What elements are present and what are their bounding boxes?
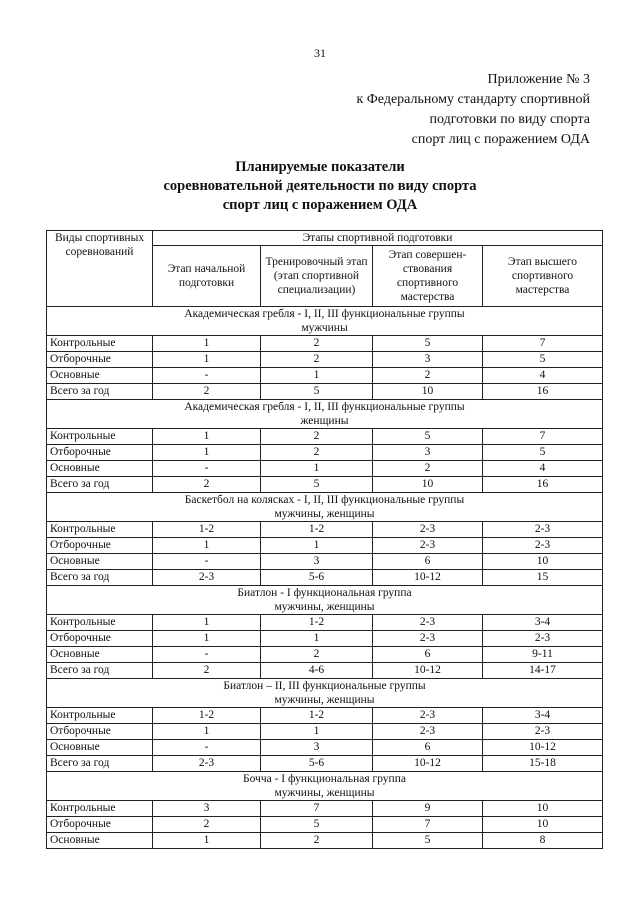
appendix-line-1: Приложение № 3 xyxy=(487,72,590,87)
table-cell: 3-4 xyxy=(483,615,603,631)
section-title-text: Баскетбол на колясках - I, II, III функциональные группы xyxy=(184,494,465,506)
section-subtitle-text: мужчины, женщины xyxy=(274,787,375,799)
table-cell: 10-12 xyxy=(373,756,483,772)
table-cell: 3 xyxy=(153,801,261,817)
table-cell: 2 xyxy=(153,477,261,493)
row-label: Отборочные xyxy=(47,724,153,740)
table-cell: 3-4 xyxy=(483,708,603,724)
title-line-2: соревновательной деятельности по виду спорта xyxy=(163,178,477,194)
table-cell: 2-3 xyxy=(373,631,483,647)
table-cell: 1 xyxy=(153,724,261,740)
table-cell: 5 xyxy=(261,477,373,493)
table-cell: 2 xyxy=(153,817,261,833)
table-cell: 2-3 xyxy=(373,724,483,740)
row-label: Контрольные xyxy=(47,522,153,538)
table-cell: - xyxy=(153,647,261,663)
section-title xyxy=(47,772,603,801)
row-label: Основные xyxy=(47,647,153,663)
table-row xyxy=(47,663,603,679)
table-cell: - xyxy=(153,554,261,570)
row-label: Основные xyxy=(47,740,153,756)
table-cell: 2-3 xyxy=(373,615,483,631)
table-cell: 2 xyxy=(153,663,261,679)
table-cell: 1 xyxy=(153,615,261,631)
table-row xyxy=(47,477,603,493)
section-header-row xyxy=(47,679,603,708)
section-title-text: Академическая гребля - I, II, III функциональные группы xyxy=(184,401,465,413)
table-cell: 10-12 xyxy=(483,740,603,756)
competition-table xyxy=(46,230,603,849)
table-cell: - xyxy=(153,461,261,477)
table-cell: 5 xyxy=(373,336,483,352)
section-title xyxy=(47,679,603,708)
table-cell: 10 xyxy=(373,477,483,493)
row-label: Всего за год xyxy=(47,756,153,772)
row-label: Основные xyxy=(47,554,153,570)
table-cell: 7 xyxy=(483,429,603,445)
table-row xyxy=(47,538,603,554)
table-row xyxy=(47,833,603,849)
table-row xyxy=(47,445,603,461)
section-title xyxy=(47,307,603,336)
table-cell: 1 xyxy=(153,631,261,647)
section-subtitle-text: женщины xyxy=(300,415,349,427)
table-cell: 1-2 xyxy=(261,522,373,538)
table-cell: 2 xyxy=(261,336,373,352)
row-label: Всего за год xyxy=(47,477,153,493)
row-label: Контрольные xyxy=(47,615,153,631)
table-cell: 16 xyxy=(483,384,603,400)
table-cell: 10-12 xyxy=(373,570,483,586)
table-cell: 1 xyxy=(261,461,373,477)
table-cell: 7 xyxy=(373,817,483,833)
header-stage-initial: Этап начальной подготовки xyxy=(153,246,261,307)
table-cell: 1 xyxy=(153,833,261,849)
table-cell: 1 xyxy=(153,336,261,352)
appendix-line-4: спорт лиц с поражением ОДА xyxy=(411,132,590,147)
page-number: 31 xyxy=(314,46,326,60)
row-label: Отборочные xyxy=(47,352,153,368)
table-cell: 1-2 xyxy=(261,615,373,631)
table-cell: 1 xyxy=(153,352,261,368)
table-cell: 2-3 xyxy=(153,756,261,772)
table-cell: - xyxy=(153,740,261,756)
table-cell: 2-3 xyxy=(373,522,483,538)
table-cell: 5 xyxy=(373,833,483,849)
section-header-row xyxy=(47,493,603,522)
table-cell: 4 xyxy=(483,461,603,477)
table-cell: 2-3 xyxy=(373,708,483,724)
section-title-text: Биатлон - I функциональная группа xyxy=(237,587,412,599)
table-cell: 1 xyxy=(153,429,261,445)
row-label: Всего за год xyxy=(47,570,153,586)
row-label: Отборочные xyxy=(47,817,153,833)
table-cell: 9 xyxy=(373,801,483,817)
table-row xyxy=(47,756,603,772)
table-cell: 10 xyxy=(483,554,603,570)
table-cell: 15-18 xyxy=(483,756,603,772)
row-label: Контрольные xyxy=(47,801,153,817)
table-row xyxy=(47,647,603,663)
table-cell: 3 xyxy=(373,352,483,368)
table-row xyxy=(47,708,603,724)
table-cell: 10 xyxy=(373,384,483,400)
section-title-text: Биатлон – II, III функциональные группы xyxy=(223,680,426,692)
table-cell: 10-12 xyxy=(373,663,483,679)
table-cell: 15 xyxy=(483,570,603,586)
section-subtitle-text: мужчины, женщины xyxy=(274,601,375,613)
row-label: Основные xyxy=(47,368,153,384)
table-row xyxy=(47,368,603,384)
table-cell: 4-6 xyxy=(261,663,373,679)
table-cell: 5 xyxy=(483,445,603,461)
section-title xyxy=(47,400,603,429)
row-label: Основные xyxy=(47,833,153,849)
table-cell: 2 xyxy=(261,445,373,461)
section-subtitle-text: мужчины, женщины xyxy=(274,694,375,706)
table-cell: 8 xyxy=(483,833,603,849)
table-cell: 4 xyxy=(483,368,603,384)
table-row xyxy=(47,384,603,400)
row-label: Отборочные xyxy=(47,538,153,554)
table-row xyxy=(47,336,603,352)
appendix-line-3: подготовки по виду спорта xyxy=(429,112,590,127)
table-row xyxy=(47,429,603,445)
table-cell: 7 xyxy=(483,336,603,352)
row-label: Отборочные xyxy=(47,445,153,461)
title-line-1: Планируемые показатели xyxy=(235,159,405,175)
table-cell: 1-2 xyxy=(153,522,261,538)
table-cell: 16 xyxy=(483,477,603,493)
table-row xyxy=(47,631,603,647)
table-cell: 1 xyxy=(261,724,373,740)
section-title xyxy=(47,586,603,615)
table-cell: 2 xyxy=(153,384,261,400)
table-row xyxy=(47,817,603,833)
table-row xyxy=(47,522,603,538)
row-label: Всего за год xyxy=(47,384,153,400)
table-cell: 5-6 xyxy=(261,756,373,772)
row-label: Контрольные xyxy=(47,429,153,445)
document-title xyxy=(0,158,640,215)
table-row xyxy=(47,740,603,756)
table-cell: 1 xyxy=(261,631,373,647)
section-header-row xyxy=(47,772,603,801)
table-cell: 5 xyxy=(373,429,483,445)
table-cell: 2 xyxy=(261,647,373,663)
table-cell: 1 xyxy=(153,538,261,554)
header-stage-improvement: Этап совершен-ствования спортивного мастерства xyxy=(373,246,483,307)
table-cell: 10 xyxy=(483,801,603,817)
table-cell: 2-3 xyxy=(373,538,483,554)
section-title-text: Бочча - I функциональная группа xyxy=(243,773,406,785)
table-row xyxy=(47,801,603,817)
row-label: Отборочные xyxy=(47,631,153,647)
section-header-row xyxy=(47,400,603,429)
table-cell: 2 xyxy=(373,461,483,477)
appendix-line-2: к Федеральному стандарту спортивной xyxy=(356,92,590,107)
title-line-3: спорт лиц с поражением ОДА xyxy=(222,197,418,213)
table-cell: 5-6 xyxy=(261,570,373,586)
row-label: Основные xyxy=(47,461,153,477)
section-header-row xyxy=(47,586,603,615)
header-stage-higher: Этап высшего спортивного мастерства xyxy=(483,246,603,307)
table-cell: 5 xyxy=(483,352,603,368)
table-cell: 2-3 xyxy=(483,538,603,554)
row-label: Контрольные xyxy=(47,336,153,352)
section-subtitle-text: мужчины, женщины xyxy=(274,508,375,520)
section-title xyxy=(47,493,603,522)
header-competition-kinds: Виды спортивных соревнований xyxy=(47,231,153,307)
table-cell: 1-2 xyxy=(261,708,373,724)
table-cell: 5 xyxy=(261,384,373,400)
table-cell: 3 xyxy=(373,445,483,461)
table-row xyxy=(47,570,603,586)
section-subtitle-text: мужчины xyxy=(301,322,348,334)
table-cell: 1 xyxy=(153,445,261,461)
table-cell: 14-17 xyxy=(483,663,603,679)
table-row xyxy=(47,554,603,570)
table-row xyxy=(47,724,603,740)
table-cell: 10 xyxy=(483,817,603,833)
header-stages: Этапы спортивной подготовки xyxy=(153,231,603,246)
row-label: Контрольные xyxy=(47,708,153,724)
table-cell: 1-2 xyxy=(153,708,261,724)
table-cell: 2 xyxy=(373,368,483,384)
section-title-text: Академическая гребля - I, II, III функциональные группы xyxy=(184,308,465,320)
table-cell: 5 xyxy=(261,817,373,833)
table-cell: 6 xyxy=(373,554,483,570)
table-cell: 3 xyxy=(261,740,373,756)
table-cell: 2 xyxy=(261,429,373,445)
table-cell: 7 xyxy=(261,801,373,817)
table-cell: 2 xyxy=(261,833,373,849)
appendix-header xyxy=(356,70,590,150)
table-cell: 6 xyxy=(373,647,483,663)
table-row xyxy=(47,615,603,631)
table-cell: 3 xyxy=(261,554,373,570)
table-row xyxy=(47,461,603,477)
table-cell: 2-3 xyxy=(483,631,603,647)
table-cell: 9-11 xyxy=(483,647,603,663)
table-cell: 2-3 xyxy=(483,522,603,538)
table-cell: 2-3 xyxy=(153,570,261,586)
row-label: Всего за год xyxy=(47,663,153,679)
section-header-row xyxy=(47,307,603,336)
header-stage-training: Тренировочный этап (этап спортивной специализации) xyxy=(261,246,373,307)
table-cell: 1 xyxy=(261,368,373,384)
table-cell: 6 xyxy=(373,740,483,756)
table-cell: - xyxy=(153,368,261,384)
table-cell: 2-3 xyxy=(483,724,603,740)
table-cell: 2 xyxy=(261,352,373,368)
table-cell: 1 xyxy=(261,538,373,554)
table-row xyxy=(47,352,603,368)
